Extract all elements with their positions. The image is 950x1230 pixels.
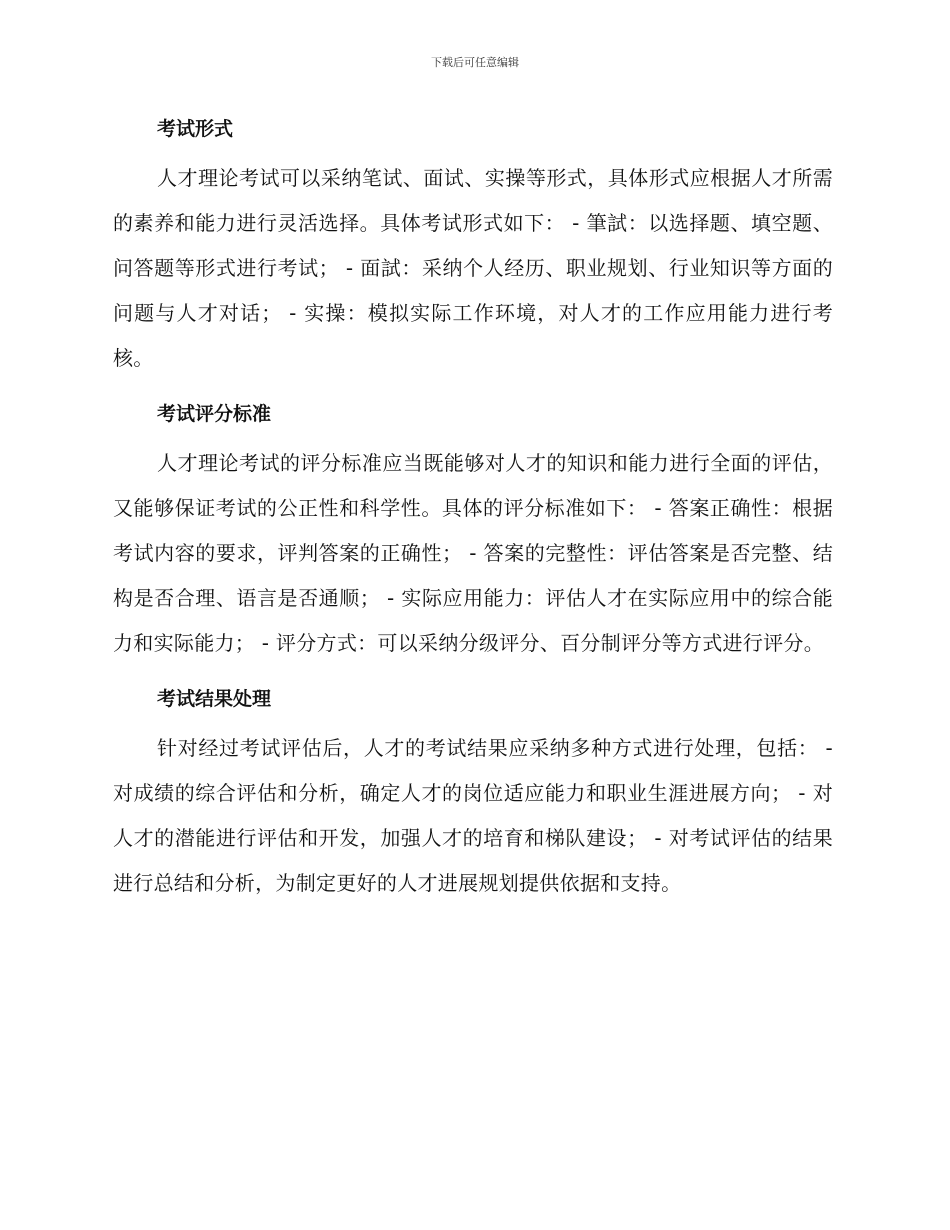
section-paragraph: 针对经过考试评估后，人才的考试结果应采纳多种方式进行处理，包括： - 对成绩的综合评估和分析，确定人才的岗位适应能力和职业生涯进展方向； - 对人才的潜能进行评估和开发，加强人才的培育和梯队建设； - 对考试评估的结果进行总结和分析，为制定更好的人才进展规划提供依据和支持。 (113, 736, 833, 895)
section-exam-format (113, 112, 833, 381)
section-heading: 考试评分标准 (157, 403, 272, 425)
document-content (113, 112, 833, 922)
section-heading: 考试结果处理 (157, 688, 272, 710)
section-scoring-criteria (113, 397, 833, 666)
section-result-handling (113, 682, 833, 906)
section-paragraph: 人才理论考试的评分标准应当既能够对人才的知识和能力进行全面的评估，又能够保证考试的公正性和科学性。具体的评分标准如下： - 答案正确性：根据考试内容的要求，评判答案的正确性； - 答案的完整性：评估答案是否完整、结构是否合理、语言是否通顺； - 实际应用能力：评估人才在实际应用中的综合能力和实际能力； - 评分方式：可以采纳分级评分、百分制评分等方式进行评分。 (113, 451, 833, 655)
section-paragraph: 人才理论考试可以采纳笔试、面试、实操等形式，具体形式应根据人才所需的素养和能力进行灵活选择。具体考试形式如下： - 筆試：以选择题、填空题、问答题等形式进行考试； - 面試：采纳个人经历、职业规划、行业知识等方面的问题与人才对话； - 实操：模拟实际工作环境，对人才的工作应用能力进行考核。 (113, 166, 833, 370)
section-heading: 考试形式 (157, 118, 234, 140)
header-note: 下载后可任意编辑 (431, 56, 519, 69)
